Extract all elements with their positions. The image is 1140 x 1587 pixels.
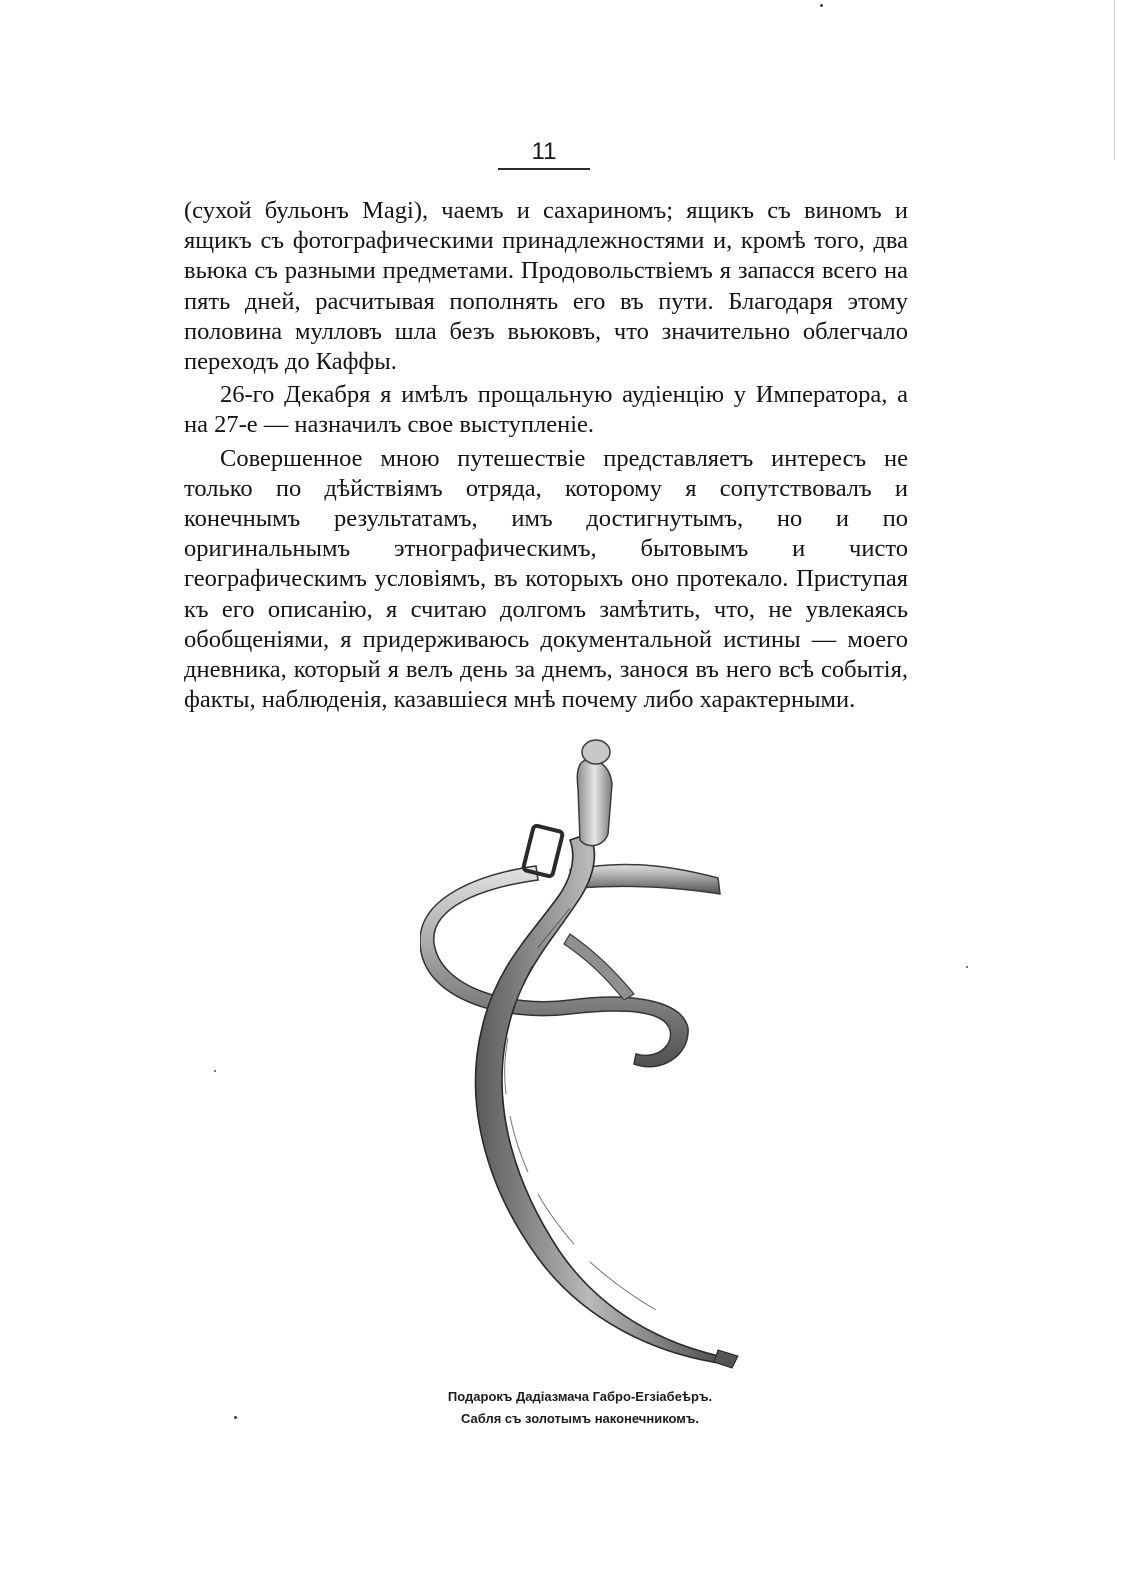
page-number-rule (498, 168, 590, 170)
saber-grip (577, 760, 612, 846)
belt-buckle (523, 825, 563, 877)
paragraph-1: (сухой бульонъ Magi), чаемъ и сахариномъ; ящикъ съ виномъ и ящикъ съ фотографическими принадлежностями и, кромѣ того, два вьюка съ разными предметами. Продовольствіемъ я запасся всего на пять дней, расчитывая пополнять его въ пути. Благодаря этому половина мулловъ шла безъ вьюковъ, что значительно облегчало переходъ до Каффы. (184, 197, 908, 376)
scan-margin-line (1114, 0, 1115, 160)
caption-line-2: Сабля съ золотымъ наконечникомъ. (460, 1411, 700, 1426)
scan-speck (966, 966, 968, 968)
scabbard-gold-tip (714, 1350, 738, 1368)
body-text (184, 196, 908, 715)
saber-pommel (582, 740, 610, 764)
page-number: 11 (531, 138, 557, 165)
scan-speck (214, 1070, 216, 1072)
figure-caption (370, 1386, 790, 1430)
paragraph-2: 26-го Декабря я имѣлъ прощальную аудіенцію у Императора, а на 27-е — назначилъ свое выступленіе. (184, 381, 908, 439)
scan-speck (234, 1416, 237, 1419)
scan-speck (820, 4, 823, 7)
belt-strap-hanger (564, 934, 634, 1000)
saber-scabbard (476, 834, 728, 1364)
belt-strap-loop (420, 866, 688, 1067)
caption-line-1: Подарокъ Дадіазмача Габро-Егзіабеѣръ. (447, 1389, 713, 1404)
paragraph-3: Совершенное мною путешествіе представляетъ интересъ не только по дѣйствіямъ отряда, которому я сопутствовалъ и конечнымъ результатамъ, имъ достигнутымъ, но и по оригинальнымъ этнографическимъ, бытовымъ и чисто географическимъ условіямъ, въ которыхъ оно протекало. Приступая къ его описанію, я считаю долгомъ замѣтить, что, не увлекаясь обобщеніями, я придерживаюсь документальной истины — моего дневника, который я велъ день за днемъ, занося въ него всѣ событія, факты, наблюденія, казавшіеся мнѣ почему либо характерными. (184, 444, 908, 714)
saber-illustration (420, 738, 760, 1370)
